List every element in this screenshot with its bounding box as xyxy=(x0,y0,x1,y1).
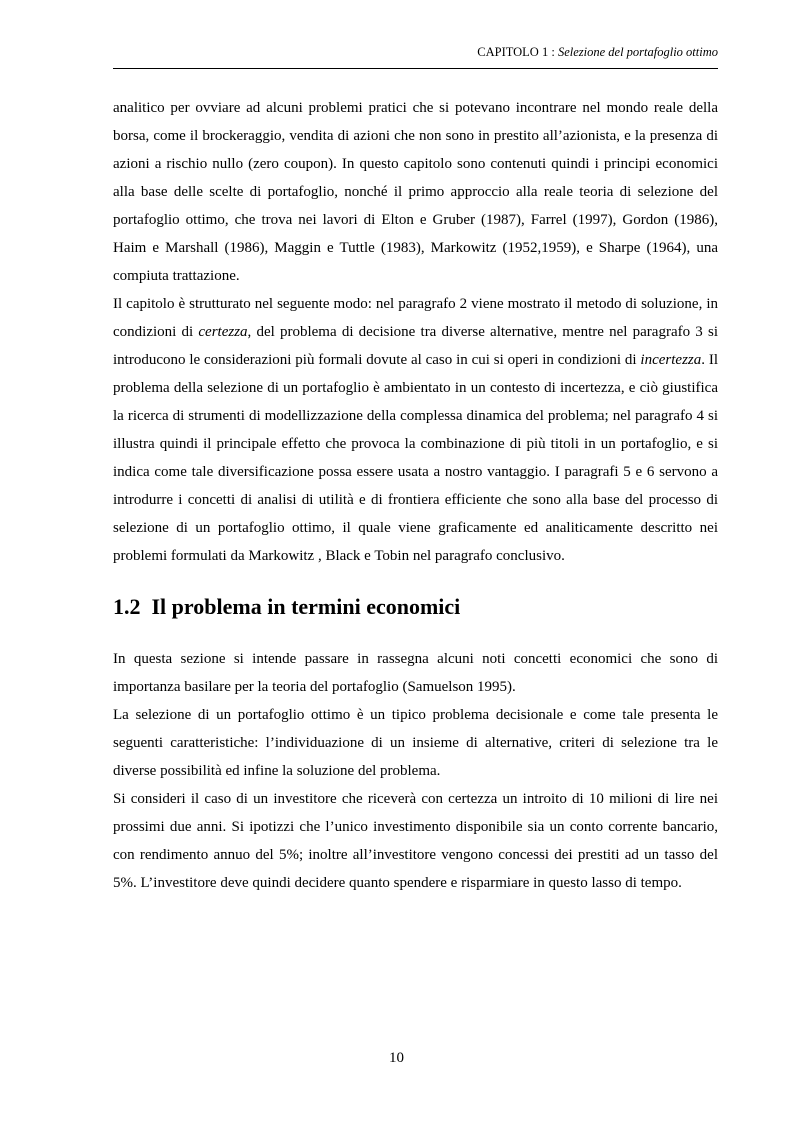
page-number: 10 xyxy=(389,1050,404,1066)
body-paragraph-1: analitico per ovviare ad alcuni problemi pratici che si potevano incontrare nel mondo reale della borsa, come il brockeraggio, vendita di azioni che non sono in prestito all’azionista, e la presenza di azioni a rischio nullo (zero coupon). In questo capitolo sono contenuti quindi i principi economici alla base delle scelte di portafoglio, nonché il primo approccio alla reale teoria di selezione del portafoglio ottimo, che trova nei lavori di Elton e Gruber (1987), Farrel (1997), Gordon (1986), Haim e Marshall (1986), Maggin e Tuttle (1983), Markowitz (1952,1959), e Sharpe (1964), una compiuta trattazione. xyxy=(113,100,718,284)
header-subtitle: Selezione del portafoglio ottimo xyxy=(557,45,718,59)
body-paragraph-2 xyxy=(113,290,718,570)
section-paragraph-3: Si consideri il caso di un investitore che riceverà con certezza un introito di 10 milioni di lire nei prossimi due anni. Si ipotizzi che l’unico investimento disponibile sia un conto corrente bancario, con rendimento annuo del 5%; inoltre all’investitore vengono concessi dei prestiti ad un tasso del 5%. L’investitore deve quindi decidere quanto spendere e risparmiare in questo lasso di tempo. xyxy=(113,791,718,891)
section-number: 1.2 xyxy=(113,594,141,619)
section-title: Il problema in termini economici xyxy=(151,594,461,619)
section-paragraph-1: In questa sezione si intende passare in rassegna alcuni noti concetti economici che sono di importanza basilare per la teoria del portafoglio (Samuelson 1995). xyxy=(113,651,718,695)
section-paragraph-2: La selezione di un portafoglio ottimo è un tipico problema decisionale e come tale presenta le seguenti caratteristiche: l’individuazione di un insieme di alternative, criteri di selezione tra le diverse possibilità ed infine la soluzione del problema. xyxy=(113,707,718,779)
header-chapter: CAPITOLO 1 : xyxy=(477,45,558,59)
emphasis-incertezza: incertezza xyxy=(640,352,702,368)
emphasis-certezza: certezza xyxy=(198,324,248,340)
body-paragraph-2-text-2: , del problema di decisione tra diverse alternative, mentre nel paragrafo 3 si introducono le considerazioni più formali dovute al caso in cui si operi in condizioni di xyxy=(113,324,718,368)
running-header xyxy=(113,42,718,69)
page-content xyxy=(113,94,718,897)
body-paragraph-2-text-3: . Il problema della selezione di un portafoglio è ambientato in un contesto di incertezza, e ciò giustifica la ricerca di strumenti di modellizzazione della complessa dinamica del problema; nel paragrafo 4 si illustra quindi il principale effetto che provoca la combinazione di più titoli in un portafoglio, e si indica come tale diversificazione possa essere usata a nostro vantaggio. I paragrafi 5 e 6 servono a introdurre i concetti di analisi di utilità e di frontiera efficiente che sono alla base del processo di selezione di un portafoglio ottimo, il quale viene graficamente ed analiticamente descritto nei problemi formulati da Markowitz , Black e Tobin nel paragrafo conclusivo. xyxy=(113,352,718,564)
section-heading xyxy=(113,570,718,645)
body-paragraph-2-text-1: Il capitolo è strutturato nel seguente modo: nel paragrafo 2 viene mostrato il metodo di soluzione, in condizioni di xyxy=(113,296,718,340)
